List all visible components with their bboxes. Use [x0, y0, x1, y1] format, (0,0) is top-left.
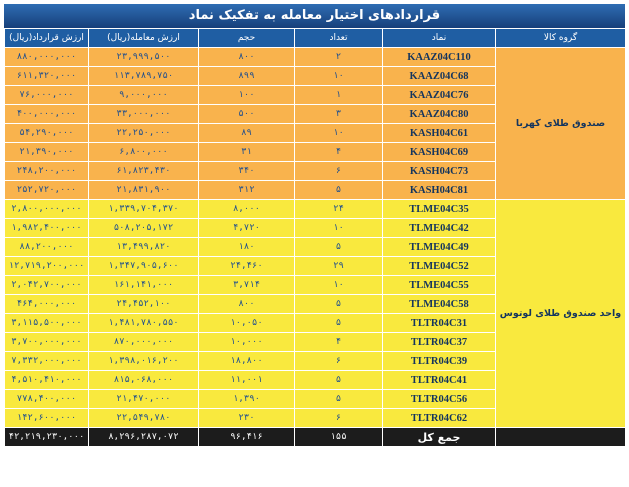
cell-volume: ۸۰۰	[199, 295, 295, 314]
cell-symbol: TLME04C58	[383, 295, 496, 314]
cell-trade-value: ۲۴,۴۵۲,۱۰۰	[89, 295, 199, 314]
cell-contract-value: ۷,۳۳۲,۰۰۰,۰۰۰	[5, 352, 89, 371]
header-count: تعداد	[295, 29, 383, 48]
cell-count: ۵	[295, 181, 383, 200]
cell-count: ۵	[295, 314, 383, 333]
cell-symbol: KASH04C81	[383, 181, 496, 200]
table-body	[5, 48, 626, 447]
cell-trade-value: ۱۱۳,۷۸۹,۷۵۰	[89, 67, 199, 86]
cell-contract-value: ۵۴,۲۹۰,۰۰۰	[5, 124, 89, 143]
cell-volume: ۸۹۹	[199, 67, 295, 86]
cell-contract-value: ۷۷۸,۴۰۰,۰۰۰	[5, 390, 89, 409]
cell-contract-value: ۲,۰۴۲,۷۰۰,۰۰۰	[5, 276, 89, 295]
cell-trade-value: ۲۱,۴۷۰,۰۰۰	[89, 390, 199, 409]
cell-symbol: TLME04C52	[383, 257, 496, 276]
cell-count: ۱۰	[295, 124, 383, 143]
cell-volume: ۱۸,۸۰۰	[199, 352, 295, 371]
cell-trade-value: ۸۱۵,۰۶۸,۰۰۰	[89, 371, 199, 390]
cell-trade-value: ۱۶۱,۱۴۱,۰۰۰	[89, 276, 199, 295]
cell-count: ۱۰	[295, 219, 383, 238]
cell-volume: ۱۱,۰۰۱	[199, 371, 295, 390]
cell-contract-value: ۸۸۰,۰۰۰,۰۰۰	[5, 48, 89, 67]
cell-contract-value: ۴۰۰,۰۰۰,۰۰۰	[5, 105, 89, 124]
table-row	[5, 200, 626, 219]
cell-symbol: KASH04C69	[383, 143, 496, 162]
cell-count: ۵	[295, 295, 383, 314]
cell-count: ۱۰	[295, 67, 383, 86]
cell-volume: ۲۴,۴۶۰	[199, 257, 295, 276]
table-title: قراردادهای اختیار معامله به تفکیک نماد	[4, 4, 625, 28]
cell-contract-value: ۱,۹۸۲,۴۰۰,۰۰۰	[5, 219, 89, 238]
header-volume: حجم	[199, 29, 295, 48]
cell-trade-value: ۶۱,۸۲۳,۴۳۰	[89, 162, 199, 181]
cell-volume: ۸۹	[199, 124, 295, 143]
cell-contract-value: ۳,۱۱۵,۵۰۰,۰۰۰	[5, 314, 89, 333]
cell-volume: ۱,۳۹۰	[199, 390, 295, 409]
cell-count: ۳	[295, 105, 383, 124]
cell-volume: ۴,۷۲۰	[199, 219, 295, 238]
cell-volume: ۵۰۰	[199, 105, 295, 124]
cell-trade-value: ۱,۴۸۱,۷۸۰,۵۵۰	[89, 314, 199, 333]
cell-count: ۲۴	[295, 200, 383, 219]
options-table	[4, 28, 626, 447]
cell-contract-value: ۶۱۱,۳۲۰,۰۰۰	[5, 67, 89, 86]
cell-contract-value: ۲۴۸,۲۰۰,۰۰۰	[5, 162, 89, 181]
cell-contract-value: ۴,۵۱۰,۴۱۰,۰۰۰	[5, 371, 89, 390]
cell-symbol: TLTR04C62	[383, 409, 496, 428]
cell-volume: ۳۱	[199, 143, 295, 162]
cell-contract-value: ۳,۷۰۰,۰۰۰,۰۰۰	[5, 333, 89, 352]
cell-count: ۴	[295, 333, 383, 352]
cell-count: ۵	[295, 371, 383, 390]
cell-volume: ۱۸۰	[199, 238, 295, 257]
cell-volume: ۲۳۰	[199, 409, 295, 428]
cell-trade-value: ۱,۳۴۷,۹۰۵,۶۰۰	[89, 257, 199, 276]
cell-trade-value: ۱,۳۹۸,۰۱۶,۲۰۰	[89, 352, 199, 371]
cell-symbol: KAAZ04C80	[383, 105, 496, 124]
cell-symbol: KASH04C73	[383, 162, 496, 181]
cell-symbol: TLME04C42	[383, 219, 496, 238]
cell-symbol: TLME04C55	[383, 276, 496, 295]
cell-volume: ۳۱۲	[199, 181, 295, 200]
cell-contract-value: ۱۲,۷۱۹,۲۰۰,۰۰۰	[5, 257, 89, 276]
cell-symbol: KAAZ04C76	[383, 86, 496, 105]
header-trade-value: ارزش معامله(ریال)	[89, 29, 199, 48]
cell-count: ۲	[295, 48, 383, 67]
cell-trade-value: ۵۰۸,۲۰۵,۱۷۲	[89, 219, 199, 238]
header-contract-value: ارزش قرارداد(ریال)	[5, 29, 89, 48]
cell-contract-value: ۲۱,۳۹۰,۰۰۰	[5, 143, 89, 162]
cell-count: ۲۹	[295, 257, 383, 276]
total-volume: ۹۶,۴۱۶	[199, 428, 295, 447]
cell-count: ۵	[295, 390, 383, 409]
cell-count: ۴	[295, 143, 383, 162]
total-count: ۱۵۵	[295, 428, 383, 447]
group-name-cell: صندوق طلای کهربا	[496, 48, 626, 200]
cell-contract-value: ۴۶۴,۰۰۰,۰۰۰	[5, 295, 89, 314]
cell-symbol: KAAZ04C110	[383, 48, 496, 67]
cell-contract-value: ۸۸,۲۰۰,۰۰۰	[5, 238, 89, 257]
cell-symbol: TLTR04C56	[383, 390, 496, 409]
cell-contract-value: ۲۵۲,۷۲۰,۰۰۰	[5, 181, 89, 200]
cell-symbol: TLME04C49	[383, 238, 496, 257]
header-symbol: نماد	[383, 29, 496, 48]
cell-trade-value: ۸۷۰,۰۰۰,۰۰۰	[89, 333, 199, 352]
cell-symbol: TLME04C35	[383, 200, 496, 219]
cell-count: ۶	[295, 409, 383, 428]
cell-volume: ۸,۰۰۰	[199, 200, 295, 219]
cell-trade-value: ۲۱,۸۳۱,۹۰۰	[89, 181, 199, 200]
cell-volume: ۱۰,۰۰۰	[199, 333, 295, 352]
cell-count: ۱	[295, 86, 383, 105]
table-row	[5, 48, 626, 67]
total-label: جمع کل	[383, 428, 496, 447]
total-trade-value: ۸,۲۹۶,۲۸۷,۰۷۲	[89, 428, 199, 447]
cell-trade-value: ۳۳,۰۰۰,۰۰۰	[89, 105, 199, 124]
cell-contract-value: ۲,۸۰۰,۰۰۰,۰۰۰	[5, 200, 89, 219]
total-empty-cell	[496, 428, 626, 447]
cell-symbol: TLTR04C39	[383, 352, 496, 371]
cell-volume: ۸۰۰	[199, 48, 295, 67]
cell-trade-value: ۲۲,۵۴۹,۷۸۰	[89, 409, 199, 428]
cell-trade-value: ۹,۰۰۰,۰۰۰	[89, 86, 199, 105]
cell-contract-value: ۱۴۲,۶۰۰,۰۰۰	[5, 409, 89, 428]
cell-contract-value: ۷۶,۰۰۰,۰۰۰	[5, 86, 89, 105]
cell-count: ۶	[295, 162, 383, 181]
cell-trade-value: ۶,۸۰۰,۰۰۰	[89, 143, 199, 162]
options-table-panel	[4, 4, 625, 447]
cell-trade-value: ۱۳,۴۹۹,۸۲۰	[89, 238, 199, 257]
cell-trade-value: ۱,۳۳۹,۷۰۴,۳۷۰	[89, 200, 199, 219]
cell-symbol: KASH04C61	[383, 124, 496, 143]
cell-count: ۵	[295, 238, 383, 257]
cell-volume: ۳,۷۱۴	[199, 276, 295, 295]
cell-volume: ۱۰۰	[199, 86, 295, 105]
header-row	[5, 29, 626, 48]
header-group: گروه کالا	[496, 29, 626, 48]
cell-volume: ۱۰,۰۵۰	[199, 314, 295, 333]
cell-symbol: TLTR04C37	[383, 333, 496, 352]
total-contract-value: ۴۲,۲۱۹,۲۳۰,۰۰۰	[5, 428, 89, 447]
cell-symbol: TLTR04C31	[383, 314, 496, 333]
cell-count: ۱۰	[295, 276, 383, 295]
cell-trade-value: ۲۲,۲۵۰,۰۰۰	[89, 124, 199, 143]
total-row	[5, 428, 626, 447]
cell-trade-value: ۲۳,۹۹۹,۵۰۰	[89, 48, 199, 67]
cell-symbol: TLTR04C41	[383, 371, 496, 390]
cell-symbol: KAAZ04C68	[383, 67, 496, 86]
group-name-cell: واحد صندوق طلای لوتوس	[496, 200, 626, 428]
cell-volume: ۳۴۰	[199, 162, 295, 181]
cell-count: ۶	[295, 352, 383, 371]
